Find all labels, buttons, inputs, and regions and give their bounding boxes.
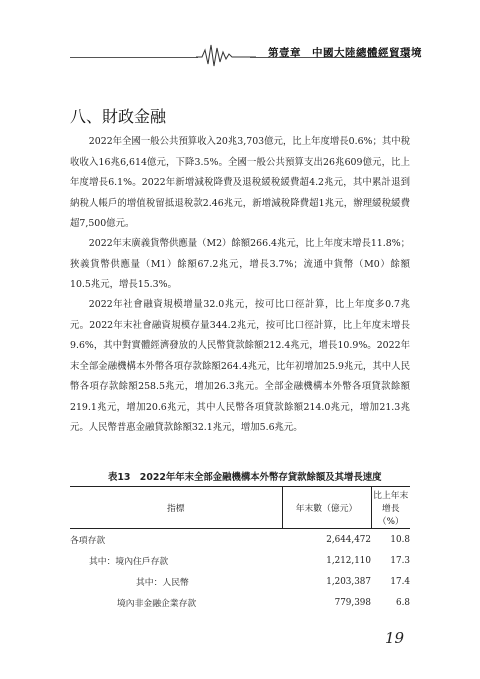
row-value: 779,398	[334, 597, 371, 608]
heartbeat-wave-icon	[196, 42, 256, 68]
section-title: 八、財政金融	[70, 107, 167, 126]
row-growth: 17.4	[390, 576, 410, 587]
row-label: 其中：人民幣	[136, 578, 189, 588]
row-value: 1,203,387	[326, 576, 371, 587]
row-value: 2,644,472	[326, 534, 371, 545]
table-caption: 表13 2022年年末全部金融機構本外幣存貸款餘額及其增長速度	[108, 472, 382, 483]
column-header-indicator: 指標	[70, 487, 282, 529]
column-header-year-end: 年末數（億元）	[282, 487, 371, 529]
table-row	[70, 592, 410, 613]
paragraph-financing: 2022年社會融資規模增量32.0兆元，按可比口徑計算，比上年度多0.7兆元。2022年末社會融資規模存量344.2兆元，按可比口徑計算，比上年度末增長9.6%，其中對實體經濟發放的人民幣貸款餘額212.4兆元，增長10.9%。2022年末全部金融機構本外幣各項存款餘額264.4兆元，比年初增加25.9兆元，其中人民幣各項存款餘額258.5兆元，增加26.3兆元。全部金融機構本外幣各項貸款餘額219.1兆元，增加20.6兆元，其中人民幣各項貸款餘額214.0兆元，增加21.3兆元。人民幣普惠金融貸款餘額32.1兆元，增加5.6兆元。	[70, 299, 410, 433]
row-label: 各項存款	[70, 536, 106, 546]
page-number: 19	[385, 629, 405, 647]
page-header	[0, 0, 480, 80]
row-growth: 10.8	[390, 534, 410, 545]
row-growth: 17.3	[390, 555, 410, 566]
chapter-title: 第壹章 中國大陸總體經貿環境	[268, 47, 422, 59]
table-header-row	[70, 487, 410, 529]
table-row	[70, 571, 410, 592]
table-row	[70, 550, 410, 571]
row-label: 其中：境內住戶存款	[89, 557, 169, 567]
paragraph-fiscal: 2022年全國一般公共預算收入20兆3,703億元，比上年度增長0.6%；其中稅收收入16兆6,614億元，下降3.5%。全國一般公共預算支出26兆609億元，比上年度增長6.1%。2022年新增減稅降費及退稅緩稅緩費超4.2兆元，其中累計退到納稅人帳戶的增值稅留抵退稅款2.46兆元，新增減稅降費超1兆元，辦理緩稅緩費超7,500億元。	[70, 136, 410, 229]
table-row	[70, 529, 410, 551]
paragraph-money-supply: 2022年末廣義貨幣供應量（M2）餘額266.4兆元，比上年度末增長11.8%；狹義貨幣供應量（M1）餘額67.2兆元，增長3.7%；流通中貨幣（M0）餘額10.5兆元，增長15.3%。	[70, 238, 410, 290]
row-label: 境內非金融企業存款	[117, 599, 197, 609]
deposit-table	[70, 486, 410, 613]
row-growth: 6.8	[396, 597, 410, 608]
column-header-growth: 比上年末增長（%）	[371, 487, 410, 529]
row-value: 1,212,110	[326, 555, 371, 566]
header-rule-left	[70, 57, 198, 58]
